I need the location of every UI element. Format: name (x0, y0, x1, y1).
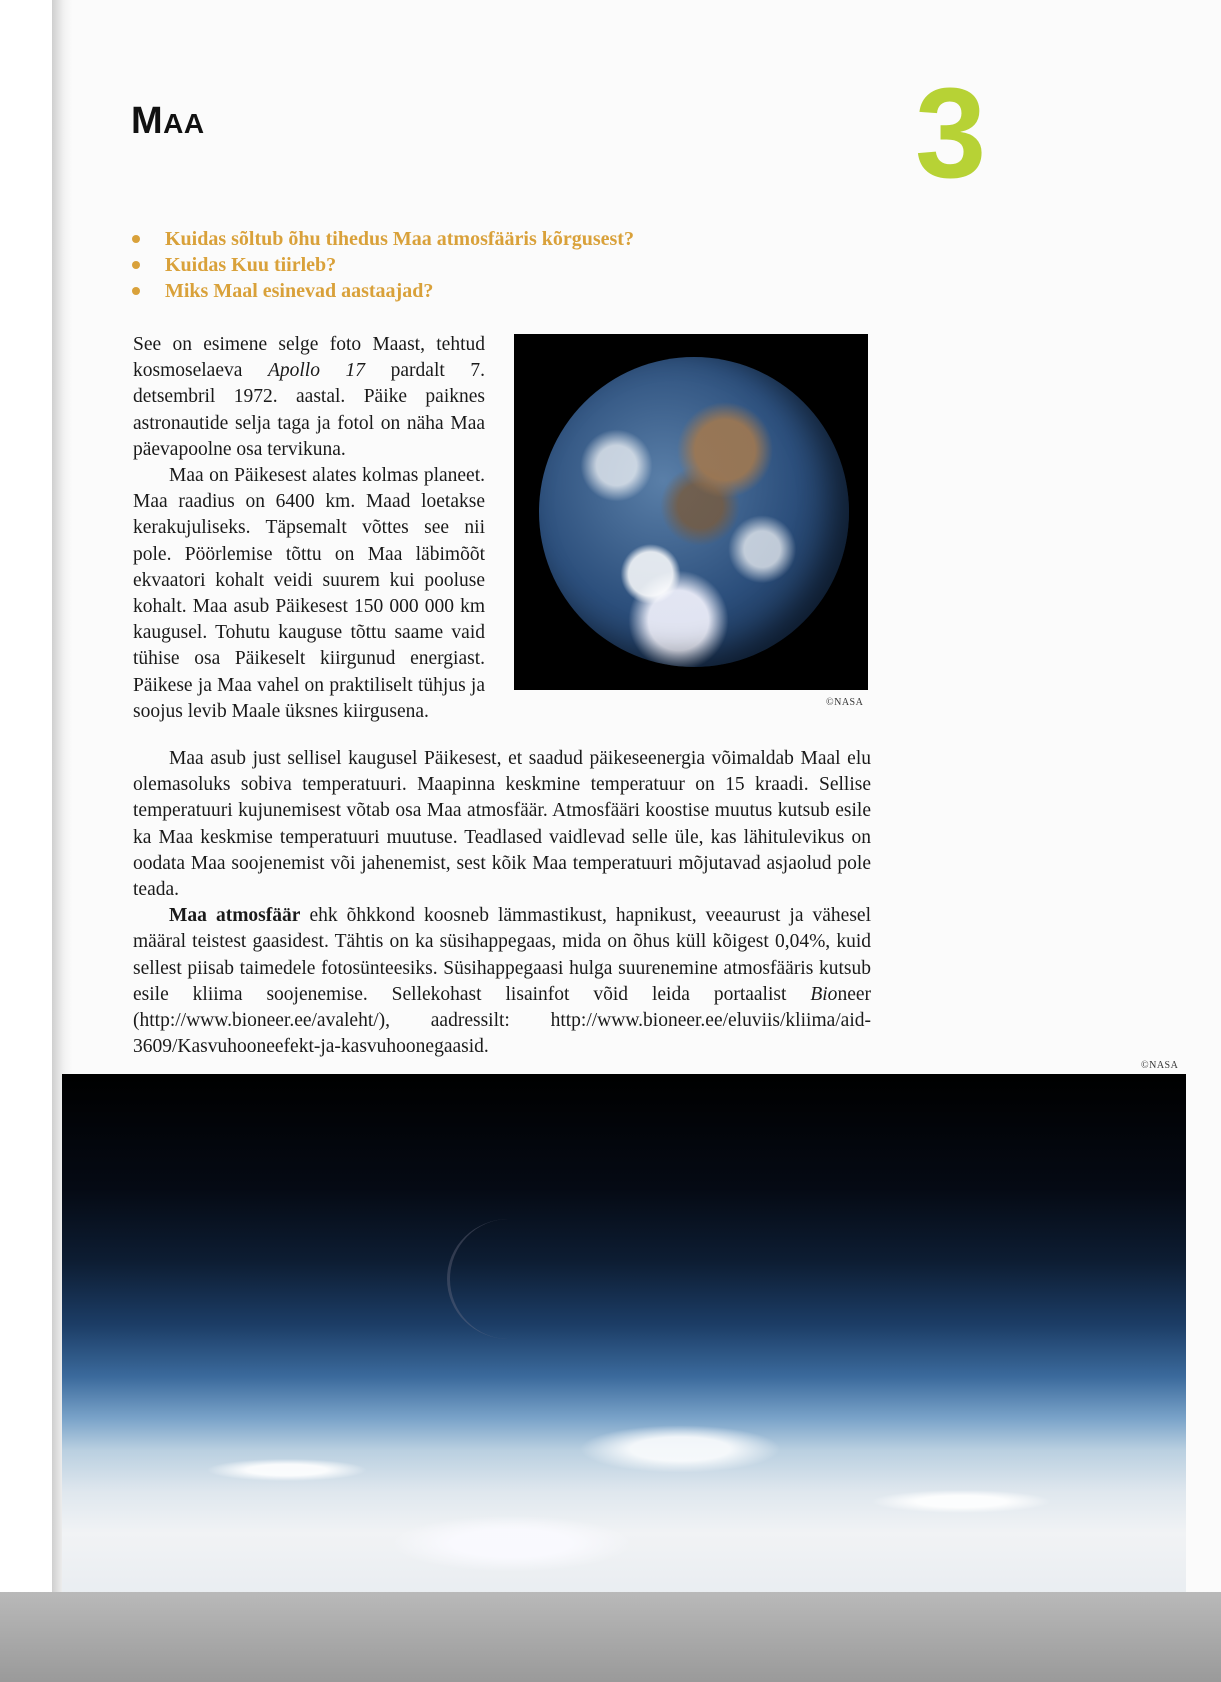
body-text-wide-column (133, 746, 871, 1060)
chapter-title (131, 100, 205, 143)
bullet-icon (132, 287, 140, 295)
paragraph-planet: Maa on Päikesest alates kolmas planeet. Maa raadius on 6400 km. Maad loetakse kerakujuliseks. Täpsemalt võttes see nii pole. Pöörlemise tõttu on Maa läbimõõt ekvaatori kohalt veidi suurem kui pooluse kohalt. Maa asub Päikesest 150 000 000 km kaugusel. Tohutu kauguse tõttu saame vaid tühise osa Päikeselt kiirgunud energiast. Päikese ja Maa vahel on praktiliselt tühjus ja soojus levib Maale üksnes kiirgusena. (133, 465, 485, 722)
earth-photo (514, 334, 868, 690)
question-item: Kuidas Kuu tiirleb? (132, 252, 634, 278)
cloud-layer (62, 1386, 1186, 1596)
key-term: Maa atmosfäär (169, 905, 301, 927)
key-questions-list (132, 226, 634, 304)
portal-name: Bio (810, 983, 838, 1005)
question-item: Kuidas sõltub õhu tihedus Maa atmosfääris kõrgusest? (132, 226, 634, 252)
paragraph-atmosphere: Maa atmosfäär ehk õhkkond koosneb lämmastikust, hapnikust, veeaurust ja vähesel määral teistest gaasidest. Tähtis on ka süsihappegaas, mida on õhus küll kõigest 0,04%, kuid sellest piisab taimedele fotosünteesiks. Süsihappegaasi hulga suurenemine atmosfääris kutsub esile kliima soojenemise. Sellekohast lisainfot võid leida portaalist Bioneer (http://www.bioneer.ee/avaleht/), aadressilt: http://www.bioneer.ee/eluviis/kliima/aid-3609/Kasvuhooneefekt-ja-kasvuhoonegaasid. (133, 905, 871, 1058)
chapter-title-rest: AA (163, 108, 205, 139)
scanner-bed (0, 1592, 1221, 1682)
paragraph-distance: Maa asub just sellisel kaugusel Päikesest, et saadud päikeseenergia võimaldab Maal elu olemasoluks sobiva temperatuuri. Maapinna keskmine temperatuur on 15 kraadi. Sellise temperatuuri kujunemisest võtab osa Maa atmosfäär. Atmosfääri koostise muutus kutsub esile ka Maa keskmise temperatuuri muutuse. Teadlased vaidlevad selle üle, kas lähitulevikus on oodata Maa soojenemist või jahenemist, sest kõik Maa temperatuuri mõjutavad asjaolud pole teada. (133, 748, 871, 901)
question-item: Miks Maal esinevad aastaajad? (132, 278, 634, 304)
chapter-title-initial: M (131, 100, 164, 142)
body-text-narrow-column (133, 332, 485, 725)
moon-silhouette (447, 1219, 570, 1339)
spacecraft-name: Apollo 17 (267, 360, 366, 382)
photo-credit: ©NASA (1141, 1060, 1179, 1071)
earth-horizon-photo (62, 1074, 1186, 1596)
photo-credit: ©NASA (826, 697, 864, 708)
bullet-icon (132, 261, 140, 269)
scan-margin (0, 0, 52, 1682)
earth-globe-image (539, 357, 849, 667)
chapter-number: 3 (915, 62, 987, 205)
paragraph-apollo: See on esimene selge foto Maast, tehtud kosmoselaeva Apollo 17 pardalt 7. detsembril 1972. aastal. Päike paiknes astronautide selja taga ja fotol on näha Maa päevapoolne osa tervikuna. (133, 334, 485, 460)
bullet-icon (132, 235, 140, 243)
